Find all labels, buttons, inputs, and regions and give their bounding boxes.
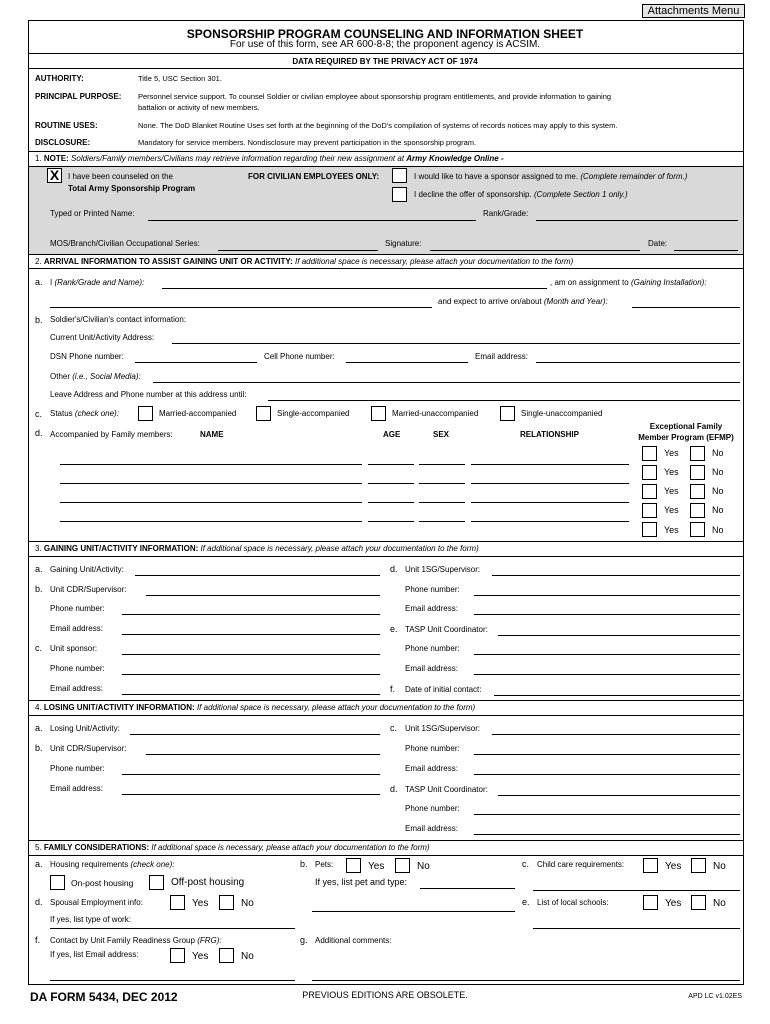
counseled-checkbox[interactable]: X bbox=[47, 168, 62, 183]
family-sex-field[interactable] bbox=[419, 502, 465, 503]
on-post-label: On-post housing bbox=[71, 878, 134, 888]
childcare-yes-label: Yes bbox=[665, 861, 682, 872]
efmp-yes-checkbox[interactable] bbox=[642, 503, 657, 518]
accompanied-label: Accompanied by Family members: bbox=[50, 430, 173, 439]
spousal-no-checkbox[interactable] bbox=[219, 895, 234, 910]
losing-unit-field[interactable] bbox=[130, 734, 380, 735]
email-field[interactable] bbox=[536, 362, 740, 363]
col-sex: SEX bbox=[433, 430, 450, 439]
name-field[interactable] bbox=[148, 220, 476, 221]
leave-label: Leave Address and Phone number at this address until: bbox=[50, 390, 247, 399]
pets-yes-checkbox[interactable] bbox=[346, 858, 361, 873]
efmp-no-label: No bbox=[712, 467, 724, 477]
losing-1sg-field[interactable] bbox=[492, 734, 740, 735]
divider bbox=[29, 151, 743, 152]
item-2c: c. bbox=[35, 409, 43, 419]
losing-tasp-field[interactable] bbox=[498, 795, 740, 796]
item-5a: a. bbox=[35, 859, 43, 869]
obsolete-notice: PREVIOUS EDITIONS ARE OBSOLETE. bbox=[302, 990, 468, 1000]
date-label: Date: bbox=[648, 239, 668, 248]
childcare-field[interactable] bbox=[533, 890, 740, 891]
purpose-label: PRINCIPAL PURPOSE: bbox=[35, 92, 122, 101]
schools-label: List of local schools: bbox=[537, 898, 609, 907]
contact-info-label: Soldier's/Civilian's contact information: bbox=[50, 315, 186, 324]
losing-cdr-label: Unit CDR/Supervisor: bbox=[50, 744, 127, 753]
efmp-yes-label: Yes bbox=[664, 505, 679, 515]
frg-no-checkbox[interactable] bbox=[219, 948, 234, 963]
tasp-label: TASP Unit Coordinator: bbox=[405, 625, 488, 634]
form-title: SPONSORSHIP PROGRAM COUNSELING AND INFORMATION SHEET bbox=[186, 27, 584, 41]
sponsor-decline-checkbox[interactable] bbox=[392, 187, 407, 202]
status-1-label: Married-accompanied bbox=[159, 409, 237, 418]
schools-yes-checkbox[interactable] bbox=[643, 895, 658, 910]
divider bbox=[29, 556, 743, 557]
efmp-header-2: Member Program (EFMP) bbox=[638, 433, 734, 442]
losing-cdr-email-label: Email address: bbox=[50, 784, 103, 793]
initial-contact-label: Date of initial contact: bbox=[405, 685, 482, 694]
status-single-accompanied-checkbox[interactable] bbox=[256, 406, 271, 421]
authority-label: AUTHORITY: bbox=[35, 74, 84, 83]
divider bbox=[29, 700, 743, 701]
purpose-text-1: Personnel service support. To counsel Soldier or civilian employee about sponsorship program entitlements, and provide information to gaining bbox=[138, 92, 612, 101]
efmp-yes-checkbox[interactable] bbox=[642, 522, 657, 537]
note-label: NOTE: bbox=[43, 154, 69, 163]
schools-yes-label: Yes bbox=[665, 898, 682, 909]
losing-1sg-phone-field[interactable] bbox=[474, 754, 740, 755]
childcare-label: Child care requirements: bbox=[537, 860, 625, 869]
col-relationship: RELATIONSHIP bbox=[520, 430, 579, 439]
sponsor-request-text: I would like to have a sponsor assigned to me. (Complete remainder of form.) bbox=[414, 172, 688, 181]
section4-header: 4. LOSING UNIT/ACTIVITY INFORMATION: If additional space is necessary, please attach your documentation to the form) bbox=[35, 703, 476, 712]
version-label: APD LC v1.02ES bbox=[688, 993, 742, 1000]
pets-yes-label: Yes bbox=[368, 861, 385, 872]
current-address-label: Current Unit/Activity Address: bbox=[50, 333, 155, 342]
family-name-field[interactable] bbox=[60, 521, 362, 522]
tasp-phone-label: Phone number: bbox=[405, 644, 460, 653]
tasp-email-field[interactable] bbox=[474, 674, 740, 675]
section3-header: 3. GAINING UNIT/ACTIVITY INFORMATION: If additional space is necessary, please attach your documentation to the form) bbox=[35, 544, 479, 553]
status-married-unaccompanied-checkbox[interactable] bbox=[371, 406, 386, 421]
date-field[interactable] bbox=[674, 250, 738, 251]
sponsor-email-label: Email address: bbox=[50, 684, 103, 693]
efmp-yes-label: Yes bbox=[664, 467, 679, 477]
attachments-menu-button[interactable]: Attachments Menu bbox=[642, 4, 745, 18]
efmp-no-checkbox[interactable] bbox=[690, 446, 705, 461]
on-post-housing-checkbox[interactable] bbox=[50, 875, 65, 890]
divider bbox=[29, 254, 743, 255]
item-3a: a. bbox=[35, 564, 43, 574]
work-type-field[interactable] bbox=[50, 928, 295, 929]
col-age: AGE bbox=[383, 430, 401, 439]
schools-no-label: No bbox=[713, 898, 726, 909]
gaining-cdr-phone-field[interactable] bbox=[122, 614, 380, 615]
divider bbox=[29, 166, 743, 167]
item-4d: d. bbox=[390, 784, 398, 794]
efmp-no-checkbox[interactable] bbox=[690, 522, 705, 537]
family-name-field[interactable] bbox=[60, 483, 362, 484]
routine-label: ROUTINE USES: bbox=[35, 121, 98, 130]
pet-type-field-2[interactable] bbox=[312, 911, 515, 912]
tasp-field[interactable] bbox=[498, 635, 740, 636]
losing-tasp-phone-label: Phone number: bbox=[405, 804, 460, 813]
divider bbox=[29, 840, 743, 841]
efmp-yes-checkbox[interactable] bbox=[642, 484, 657, 499]
authority-text: Title 5, USC Section 301. bbox=[138, 74, 222, 83]
family-relationship-field[interactable] bbox=[471, 464, 629, 465]
spousal-label: Spousal Employment info: bbox=[50, 898, 143, 907]
family-relationship-field[interactable] bbox=[471, 521, 629, 522]
dsn-field[interactable] bbox=[135, 362, 257, 363]
status-3-label: Married-unaccompanied bbox=[392, 409, 479, 418]
form-number: DA FORM 5434, DEC 2012 bbox=[30, 990, 178, 1004]
cell-field[interactable] bbox=[346, 362, 468, 363]
off-post-label: Off-post housing bbox=[171, 877, 245, 888]
item-4b: b. bbox=[35, 743, 43, 753]
initial-contact-field[interactable] bbox=[494, 695, 740, 696]
divider bbox=[29, 855, 743, 856]
divider bbox=[29, 541, 743, 542]
efmp-no-label: No bbox=[712, 505, 724, 515]
gaining-1sg-phone-field[interactable] bbox=[474, 595, 740, 596]
gaining-cdr-email-label: Email address: bbox=[50, 624, 103, 633]
gaining-cdr-label: Unit CDR/Supervisor: bbox=[50, 585, 127, 594]
frg-yes-label: Yes bbox=[192, 951, 209, 962]
cell-label: Cell Phone number: bbox=[264, 352, 335, 361]
pets-label: Pets: bbox=[315, 860, 334, 869]
status-4-label: Single-unaccompanied bbox=[521, 409, 603, 418]
tasp-email-label: Email address: bbox=[405, 664, 458, 673]
gaining-installation-field[interactable] bbox=[50, 307, 432, 308]
name-label: Typed or Printed Name: bbox=[50, 209, 135, 218]
efmp-no-checkbox[interactable] bbox=[690, 465, 705, 480]
efmp-no-checkbox[interactable] bbox=[690, 484, 705, 499]
sponsor-email-field[interactable] bbox=[122, 694, 380, 695]
losing-unit-label: Losing Unit/Activity: bbox=[50, 724, 120, 733]
comments-label: Additional comments: bbox=[315, 936, 392, 945]
family-age-field[interactable] bbox=[368, 483, 414, 484]
email-label: Email address: bbox=[475, 352, 528, 361]
section1-num: 1. bbox=[35, 154, 42, 163]
gaining-1sg-email-label: Email address: bbox=[405, 604, 458, 613]
counseled-text-1: I have been counseled on the bbox=[68, 172, 173, 181]
divider bbox=[29, 53, 743, 54]
comments-field[interactable] bbox=[312, 980, 740, 981]
arrival-assignment: , am on assignment to (Gaining Installation): bbox=[550, 278, 707, 287]
family-sex-field[interactable] bbox=[419, 483, 465, 484]
losing-cdr-field[interactable] bbox=[146, 754, 380, 755]
item-2a: a. bbox=[35, 277, 43, 287]
pets-no-label: No bbox=[417, 861, 430, 872]
mos-field[interactable] bbox=[218, 250, 378, 251]
family-sex-field[interactable] bbox=[419, 521, 465, 522]
unit-sponsor-field[interactable] bbox=[122, 654, 380, 655]
item-3f: f. bbox=[390, 684, 396, 694]
gaining-1sg-field[interactable] bbox=[492, 575, 740, 576]
efmp-yes-label: Yes bbox=[664, 448, 679, 458]
gaining-1sg-email-field[interactable] bbox=[474, 614, 740, 615]
efmp-header-1: Exceptional Family bbox=[649, 422, 723, 431]
item-3e: e. bbox=[390, 624, 398, 634]
family-age-field[interactable] bbox=[368, 464, 414, 465]
efmp-yes-label: Yes bbox=[664, 486, 679, 496]
status-married-accompanied-checkbox[interactable] bbox=[138, 406, 153, 421]
efmp-no-checkbox[interactable] bbox=[690, 503, 705, 518]
pet-type-field[interactable] bbox=[420, 888, 515, 889]
frg-yes-checkbox[interactable] bbox=[170, 948, 185, 963]
status-2-label: Single-accompanied bbox=[277, 409, 350, 418]
family-name-field[interactable] bbox=[60, 502, 362, 503]
efmp-no-label: No bbox=[712, 525, 724, 535]
childcare-yes-checkbox[interactable] bbox=[643, 858, 658, 873]
off-post-housing-checkbox[interactable] bbox=[149, 875, 164, 890]
arrival-i: I (Rank/Grade and Name): bbox=[50, 278, 145, 287]
frg-no-label: No bbox=[241, 951, 254, 962]
housing-label: Housing requirements (check one): bbox=[50, 860, 175, 869]
efmp-yes-checkbox[interactable] bbox=[642, 465, 657, 480]
childcare-no-label: No bbox=[713, 861, 726, 872]
item-5d: d. bbox=[35, 897, 43, 907]
family-age-field[interactable] bbox=[368, 502, 414, 503]
disclosure-label: DISCLOSURE: bbox=[35, 138, 91, 147]
status-label: Status (check one): bbox=[50, 409, 119, 418]
divider bbox=[29, 268, 743, 269]
col-name: NAME bbox=[200, 430, 224, 439]
family-age-field[interactable] bbox=[368, 521, 414, 522]
section1-header bbox=[35, 155, 504, 163]
losing-cdr-phone-label: Phone number: bbox=[50, 764, 105, 773]
gaining-cdr-field[interactable] bbox=[146, 595, 380, 596]
schools-field[interactable] bbox=[533, 928, 740, 929]
efmp-yes-checkbox[interactable] bbox=[642, 446, 657, 461]
counseled-text-2: Total Army Sponsorship Program bbox=[68, 184, 196, 193]
item-5f: f. bbox=[35, 935, 41, 945]
frg-email-field[interactable] bbox=[50, 980, 295, 981]
family-name-field[interactable] bbox=[60, 464, 362, 465]
losing-cdr-email-field[interactable] bbox=[122, 794, 380, 795]
disclosure-text: Mandatory for service members. Nondisclosure may prevent participation in the sponsorship program. bbox=[138, 138, 477, 147]
spousal-no-label: No bbox=[241, 898, 254, 909]
routine-text: None. The DoD Blanket Routine Uses set forth at the beginning of the DoD's compilation of systems of records notices may apply to this system. bbox=[138, 121, 618, 130]
childcare-no-checkbox[interactable] bbox=[691, 858, 706, 873]
rank-label: Rank/Grade: bbox=[483, 209, 529, 218]
item-5c: c. bbox=[522, 859, 530, 869]
family-relationship-field[interactable] bbox=[471, 483, 629, 484]
item-5e: e. bbox=[522, 897, 530, 907]
civilian-label: FOR CIVILIAN EMPLOYEES ONLY: bbox=[248, 172, 380, 181]
item-4c: c. bbox=[390, 723, 398, 733]
form-subtitle: For use of this form, see AR 600-8-8; the proponent agency is ACSIM. bbox=[229, 39, 541, 50]
sponsor-request-checkbox[interactable] bbox=[392, 168, 407, 183]
schools-no-checkbox[interactable] bbox=[691, 895, 706, 910]
sponsor-decline-text: I decline the offer of sponsorship. (Complete Section 1 only.) bbox=[414, 190, 628, 199]
gaining-unit-label: Gaining Unit/Activity: bbox=[50, 565, 124, 574]
pets-no-checkbox[interactable] bbox=[395, 858, 410, 873]
purpose-text-2: battalion or activity of new members. bbox=[138, 103, 260, 112]
losing-tasp-label: TASP Unit Coordinator: bbox=[405, 785, 488, 794]
gaining-1sg-label: Unit 1SG/Supervisor: bbox=[405, 565, 481, 574]
losing-cdr-phone-field[interactable] bbox=[122, 774, 380, 775]
privacy-heading: DATA REQUIRED BY THE PRIVACY ACT OF 1974 bbox=[292, 57, 478, 66]
sponsor-phone-field[interactable] bbox=[122, 674, 380, 675]
item-5b: b. bbox=[300, 859, 308, 869]
gaining-cdr-phone-label: Phone number: bbox=[50, 604, 105, 613]
item-2b: b. bbox=[35, 315, 43, 325]
item-5g: g. bbox=[300, 935, 308, 945]
efmp-yes-label: Yes bbox=[664, 525, 679, 535]
family-sex-field[interactable] bbox=[419, 464, 465, 465]
arrival-date-field[interactable] bbox=[632, 307, 740, 308]
efmp-no-label: No bbox=[712, 448, 724, 458]
sponsor-phone-label: Phone number: bbox=[50, 664, 105, 673]
spousal-yes-checkbox[interactable] bbox=[170, 895, 185, 910]
work-type-label: If yes, list type of work: bbox=[50, 915, 131, 924]
item-3c: c. bbox=[35, 643, 43, 653]
status-single-unaccompanied-checkbox[interactable] bbox=[500, 406, 515, 421]
leave-field[interactable] bbox=[268, 400, 740, 401]
mos-label: MOS/Branch/Civilian Occupational Series: bbox=[50, 239, 200, 248]
item-3b: b. bbox=[35, 584, 43, 594]
item-2d: d. bbox=[35, 428, 43, 438]
divider bbox=[29, 715, 743, 716]
gaining-cdr-email-field[interactable] bbox=[122, 634, 380, 635]
note-akoline: Army Knowledge Online - bbox=[406, 154, 504, 163]
efmp-no-label: No bbox=[712, 486, 724, 496]
other-label: Other (i.e., Social Media): bbox=[50, 372, 141, 381]
rank-field[interactable] bbox=[536, 220, 738, 221]
dsn-label: DSN Phone number: bbox=[50, 352, 124, 361]
rank-name-field[interactable] bbox=[162, 288, 547, 289]
item-3d: d. bbox=[390, 564, 398, 574]
spousal-yes-label: Yes bbox=[192, 898, 209, 909]
other-field[interactable] bbox=[153, 382, 740, 383]
signature-field[interactable] bbox=[430, 250, 640, 251]
losing-1sg-label: Unit 1SG/Supervisor: bbox=[405, 724, 481, 733]
tasp-phone-field[interactable] bbox=[474, 654, 740, 655]
section2-header: 2. ARRIVAL INFORMATION TO ASSIST GAINING UNIT OR ACTIVITY: If additional space is necessary, please attach your documentation to the form) bbox=[35, 257, 574, 266]
signature-label: Signature: bbox=[385, 239, 422, 248]
unit-sponsor-label: Unit sponsor: bbox=[50, 644, 98, 653]
item-4a: a. bbox=[35, 723, 43, 733]
family-relationship-field[interactable] bbox=[471, 502, 629, 503]
losing-1sg-phone-label: Phone number: bbox=[405, 744, 460, 753]
pet-type-label: If yes, list pet and type: bbox=[315, 877, 408, 887]
frg-label: Contact by Unit Family Readiness Group (FRG): bbox=[50, 936, 222, 945]
gaining-unit-field[interactable] bbox=[135, 575, 380, 576]
arrival-expect: and expect to arrive on/about (Month and Year): bbox=[438, 297, 608, 306]
divider bbox=[29, 68, 743, 69]
current-address-field[interactable] bbox=[172, 343, 740, 344]
section5-header: 5. FAMILY CONSIDERATIONS: If additional space is necessary, please attach your documentation to the form) bbox=[35, 843, 430, 852]
gaining-1sg-phone-label: Phone number: bbox=[405, 585, 460, 594]
frg-email-label: If yes, list Email address: bbox=[50, 950, 139, 959]
losing-1sg-email-field[interactable] bbox=[474, 774, 740, 775]
losing-tasp-email-label: Email address: bbox=[405, 824, 458, 833]
note-text: Soldiers/Family members/Civilians may retrieve information regarding their new assignment at bbox=[71, 154, 405, 163]
losing-1sg-email-label: Email address: bbox=[405, 764, 458, 773]
losing-tasp-email-field[interactable] bbox=[474, 834, 740, 835]
losing-tasp-phone-field[interactable] bbox=[474, 814, 740, 815]
